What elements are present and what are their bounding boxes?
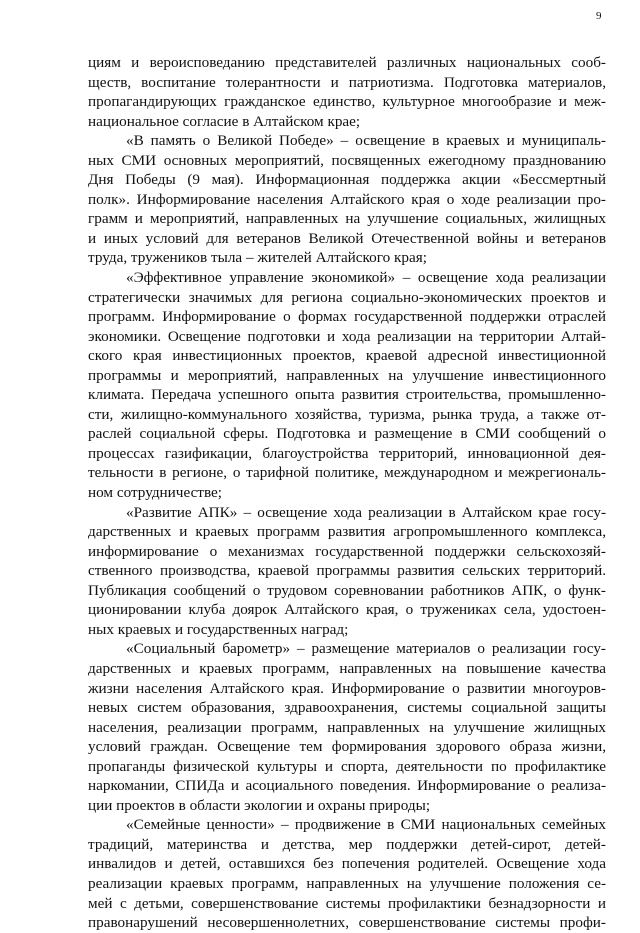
text-line: процессах газификации, благоустройства территорий, инновационной дея- — [88, 444, 606, 462]
text-line: инвалидов и детей, оставшихся без попечения родителей. Освещение хода — [88, 855, 606, 873]
text-line: ществ, воспитание толерантности и патриотизма. Подготовка материалов, — [88, 73, 606, 91]
text-line: пропаганды физической культуры и спорта, деятельности по профилактике — [88, 757, 606, 775]
text-line: невых систем образования, здравоохранения, системы социальной защиты — [88, 699, 606, 717]
text-line: и иных условий для ветеранов Великой Отечественной войны и ветеранов — [88, 229, 606, 247]
text-line: мей с детьми, совершенствование системы профилактики безнадзорности и — [88, 894, 606, 912]
text-line: труда, тружеников тыла – жителей Алтайского края; — [88, 249, 427, 267]
text-line: правонарушений несовершеннолетних, совершенствование системы профи- — [88, 914, 606, 932]
text-line: Дня Победы (9 мая). Информационная поддержка акции «Бессмертный — [88, 171, 606, 189]
text-line: информирование о механизмах государственной поддержки сельскохозяй- — [88, 542, 606, 560]
paragraph — [88, 131, 606, 268]
text-line: национальное согласие в Алтайском крае; — [88, 112, 361, 130]
text-line: реализации краевых программ, направленных на улучшение положения се- — [88, 874, 606, 892]
text-line: экономики. Освещение подготовки и хода реализации на территории Алтай- — [88, 327, 606, 345]
paragraph — [88, 268, 606, 503]
text-line: климата. Передача успешного опыта развития строительства, промышленно- — [88, 386, 606, 404]
text-line: циям и вероисповеданию представителей различных национальных сооб- — [88, 54, 606, 71]
text-line: полк». Информирование населения Алтайского края о ходе реализации про- — [88, 190, 606, 208]
text-line: условий граждан. Освещение тем формирования здорового образа жизни, — [88, 738, 606, 756]
text-line: наркомании, СПИДа и асоциального поведения. Информирование о реализа- — [88, 777, 606, 795]
paragraph — [88, 639, 606, 815]
text-line: населения, реализации программ, направленных на улучшение жилищных — [88, 718, 606, 736]
paragraph — [88, 503, 606, 640]
text-line: Публикация сообщений о трудовом соревновании работников АПК, о функ- — [88, 581, 606, 599]
text-line: дарственных и краевых программ, направленных на повышение качества — [88, 659, 606, 677]
text-line: ского края инвестиционных проектов, краевой адресной инвестиционной — [88, 347, 606, 365]
text-line: стратегически значимых для региона социально-экономических проектов и — [88, 288, 606, 306]
text-line: «Развитие АПК» – освещение хода реализации в Алтайском крае госу- — [126, 503, 606, 521]
text-line: программ. Информирование о формах государственной поддержки отраслей — [88, 308, 606, 326]
text-line: ционировании клуба доярок Алтайского края, о тружениках села, удостоен- — [88, 601, 606, 619]
text-line: ном сотрудничестве; — [88, 484, 222, 502]
text-line: ных краевых и государственных наград; — [88, 620, 349, 638]
page-number: 9 — [596, 10, 602, 22]
text-line: раслей социальной сферы. Подготовка и размещение в СМИ сообщений о — [88, 425, 606, 443]
text-line: ственного производства, краевой программы развития сельских территорий. — [88, 562, 606, 580]
paragraph — [88, 815, 606, 932]
text-line: дарственных и краевых программ развития агропромышленного комплекса, — [88, 523, 606, 541]
paragraph — [88, 53, 606, 131]
text-line: тельности в регионе, о тарифной политике, международном и межрегиональ- — [88, 464, 606, 482]
text-line: сти, жилищно-коммунального хозяйства, туризма, рынка труда, а также от- — [88, 405, 606, 423]
text-line: «Семейные ценности» – продвижение в СМИ национальных семейных — [126, 816, 606, 834]
text-line: грамм и мероприятий, направленных на улучшение социальных, жилищных — [88, 210, 606, 228]
text-line: пропагандирующих гражданское единство, культурное многообразие и меж- — [88, 93, 606, 111]
text-line: традиций, материнства и детства, мер поддержки детей-сирот, детей- — [88, 835, 606, 853]
text-line: ции проектов в области экологии и охраны природы; — [88, 796, 431, 814]
text-line: жизни населения Алтайского края. Информирование о развитии многоуров- — [88, 679, 606, 697]
text-line: ных СМИ основных мероприятий, посвященных ежегодному празднованию — [88, 151, 606, 169]
text-line: «Эффективное управление экономикой» – освещение хода реализации — [126, 269, 606, 287]
text-line: «Социальный барометр» – размещение материалов о реализации госу- — [126, 640, 606, 658]
text-line: «В память о Великой Победе» – освещение в краевых и муниципаль- — [126, 132, 606, 150]
document-body — [88, 53, 606, 933]
text-line: программы и мероприятий, направленных на улучшение инвестиционного — [88, 366, 606, 384]
